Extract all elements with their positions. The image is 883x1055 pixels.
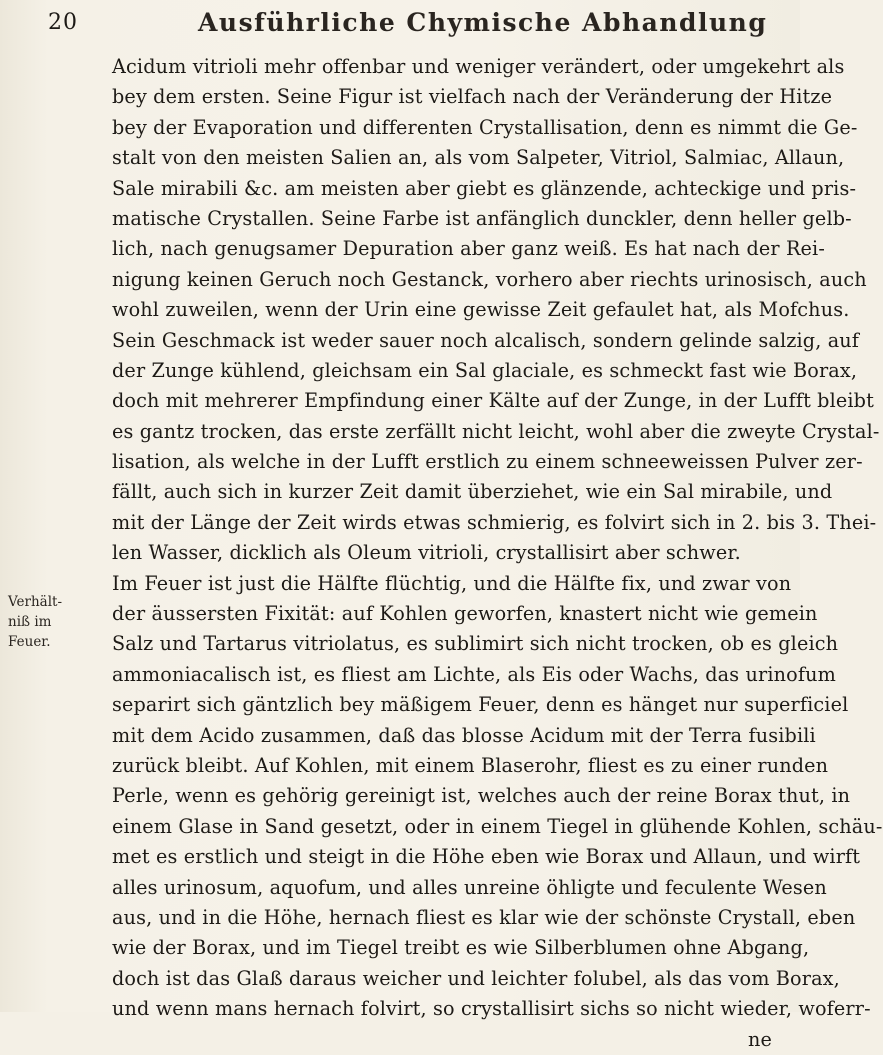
text-line: Sein Geschmack ist weder sauer noch alcalisch, sondern gelinde salzig, auf (112, 328, 860, 352)
text-line: aus, und in die Höhe, hernach fliest es klar wie der schönste Crystall, eben (112, 905, 856, 929)
text-line: ammoniacalisch ist, es fliest am Lichte, als Eis oder Wachs, das urinofum (112, 662, 836, 686)
text-line: fällt, auch sich in kurzer Zeit damit überziehet, wie ein Sal mirabile, und (112, 480, 833, 504)
catchword: ne (747, 1027, 772, 1051)
text-line: stalt von den meisten Salien an, als vom Salpeter, Vitriol, Salmiac, Allaun, (112, 146, 845, 170)
text-line: lisation, als welche in der Lufft erstlich zu einem schneeweissen Pulver zer- (112, 450, 863, 474)
text-line: bey dem ersten. Seine Figur ist vielfach nach der Veränderung der Hitze (112, 85, 833, 109)
text-line: separirt sich gäntzlich bey mäßigem Feuer, denn es hänget nur superficiel (112, 693, 849, 717)
running-title: Ausführliche Chymische Abhandlung (198, 8, 768, 37)
text-line: Acidum vitrioli mehr offenbar und weniger verändert, oder umgekehrt als (112, 55, 845, 78)
text-line: wie der Borax, und im Tiegel treibt es wie Silberblumen ohne Abgang, (112, 936, 810, 960)
text-line: bey der Evaporation und differenten Crystallisation, denn es nimmt die Ge- (112, 115, 858, 139)
text-line: Perle, wenn es gehörig gereinigt ist, welches auch der reine Borax thut, in (112, 784, 851, 808)
page-number: 20 (48, 10, 78, 35)
margin-note-line: niß im (8, 614, 52, 630)
text-line: matische Crystallen. Seine Farbe ist anfänglich dunckler, denn heller gelb- (112, 206, 852, 230)
page-header (48, 8, 768, 42)
text-line: len Wasser, dicklich als Oleum vitrioli, crystallisirt aber schwer. (112, 541, 741, 565)
text-line: doch mit mehrerer Empfindung einer Kälte auf der Zunge, in der Lufft bleibt (112, 389, 874, 413)
text-line: Sale mirabili &c. am meisten aber giebt es glänzende, achteckige und pris- (112, 176, 857, 200)
text-line: der Zunge kühlend, gleichsam ein Sal glaciale, es schmeckt fast wie Borax, (112, 358, 858, 382)
text-line: es gantz trocken, das erste zerfällt nicht leicht, wohl aber die zweyte Crystal- (112, 419, 880, 443)
text-line: einem Glase in Sand gesetzt, oder in einem Tiegel in glühende Kohlen, schäu- (112, 814, 883, 838)
margin-note (8, 592, 78, 652)
text-line: alles urinosum, aquofum, und alles unreine öhligte und feculente Wesen (112, 875, 827, 899)
text-line: lich, nach genugsamer Depuration aber ganz weiß. Es hat nach der Rei- (112, 237, 825, 261)
text-line: mit der Länge der Zeit wirds etwas schmierig, es folvirt sich in 2. bis 3. Thei- (112, 510, 877, 534)
body-text (112, 52, 883, 1055)
margin-note-line: Feuer. (8, 634, 51, 650)
text-line: und wenn mans hernach folvirt, so crystallisirt sichs so nicht wieder, woferr- (112, 997, 871, 1021)
margin-note-line: Verhält- (8, 594, 62, 610)
text-line: Im Feuer ist just die Hälfte flüchtig, und die Hälfte fix, und zwar von (112, 571, 792, 595)
text-line: nigung keinen Geruch noch Gestanck, vorhero aber riechts urinosisch, auch (112, 267, 867, 291)
text-line: der äussersten Fixität: auf Kohlen geworfen, knastert nicht wie gemein (112, 602, 818, 626)
text-line: wohl zuweilen, wenn der Urin eine gewisse Zeit gefaulet hat, als Mofchus. (112, 298, 850, 322)
text-line: mit dem Acido zusammen, daß das blosse Acidum mit der Terra fusibili (112, 723, 816, 747)
text-line: zurück bleibt. Auf Kohlen, mit einem Blaserohr, fliest es zu einer runden (112, 753, 829, 777)
text-line: doch ist das Glaß daraus weicher und leichter folubel, als das vom Borax, (112, 966, 840, 990)
text-line: met es erstlich und steigt in die Höhe eben wie Borax und Allaun, und wirft (112, 845, 861, 869)
text-line: Salz und Tartarus vitriolatus, es sublimirt sich nicht trocken, ob es gleich (112, 632, 839, 656)
